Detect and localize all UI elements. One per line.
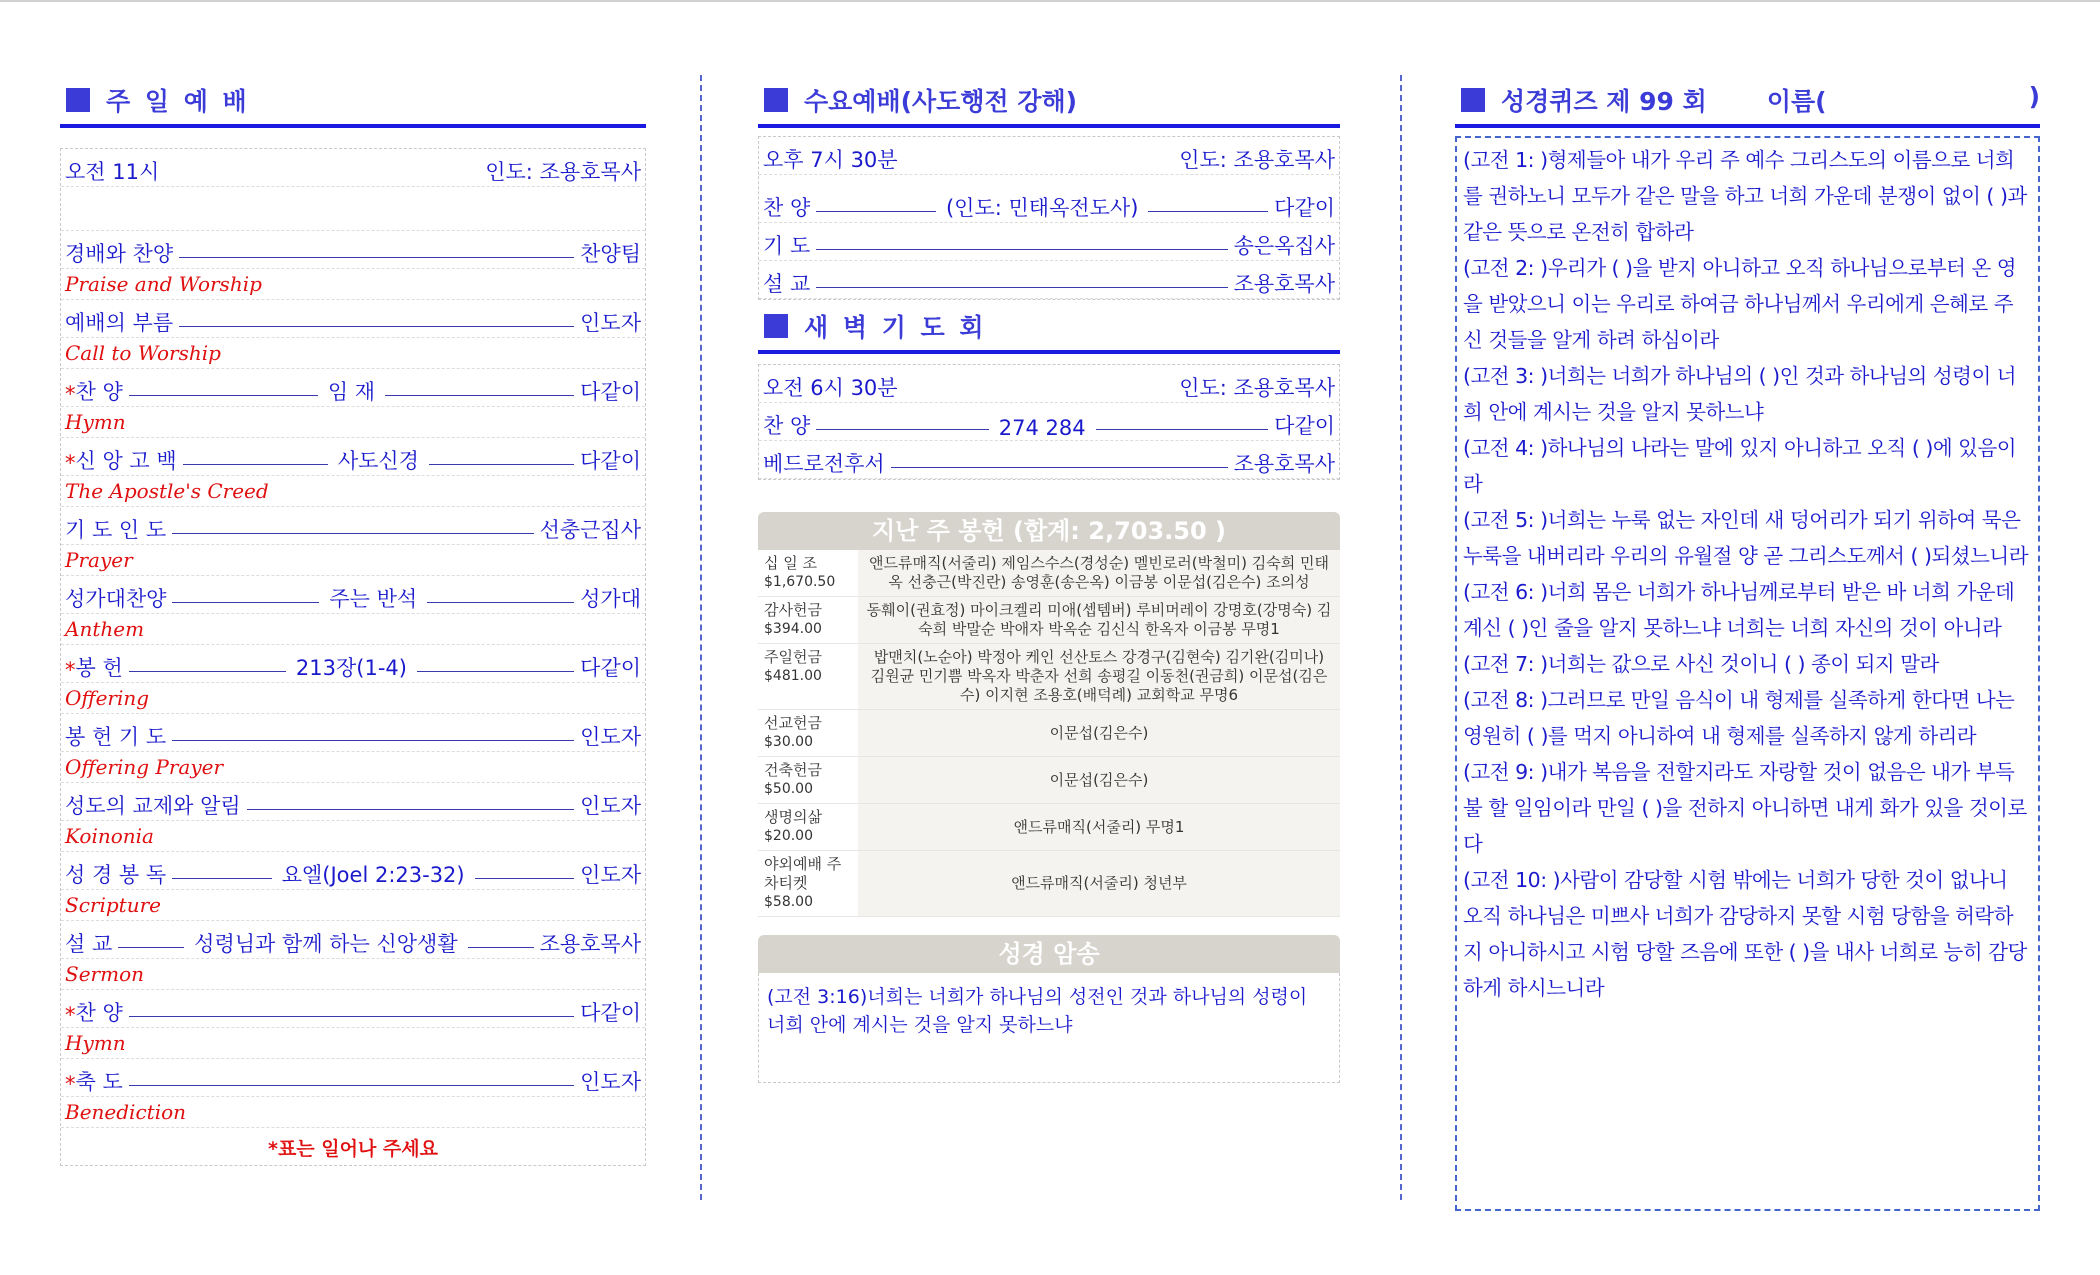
item-detail: 213장(1-4) [295,656,407,680]
leader-line [1148,211,1268,212]
sunday-item-row [61,990,645,1028]
sunday-section-header [60,80,646,128]
quiz-question: (고전 10: )사람이 감당할 시험 밖에는 너희가 당한 것이 없나니 오직 하나님은 미쁘사 너희가 감당하지 못할 시험 당함을 허락하지 아니하시고 시험 당할 즈음에 또한 ( )을 내사 너희로 능히 감당하게 하시느니라 [1463,868,2027,1000]
stand-marker: * [65,1003,76,1027]
wednesday-section-header [758,80,1340,128]
sunday-item-row [61,438,645,476]
column-divider-2 [1400,75,1402,1200]
leader-line [429,464,574,465]
offering-category [758,851,858,916]
leader-line [172,533,533,534]
item-name: 기 도 인 도 [65,518,167,542]
leader-line [385,395,574,396]
item-name: 찬 양 [75,1001,123,1025]
item-person: 다같이 [580,380,642,404]
offering-category [758,550,858,596]
top-rule [0,0,2100,2]
quiz-question-list [1463,142,2032,1006]
leader-line [179,257,574,258]
leader-line [816,211,936,212]
wednesday-item-row [759,185,1339,223]
item-detail: 임 재 [327,380,376,404]
memory-section [758,935,1340,1083]
item-person: 다같이 [580,656,642,680]
square-bullet-icon [764,314,788,338]
sunday-order-box [60,148,646,1166]
dawn-item-row [759,441,1339,479]
leader-line [468,947,534,948]
item-english-name: Offering [61,683,645,714]
offering-donors: 앤드류매직(서줄리) 청년부 [858,851,1340,916]
item-name: 봉 헌 [75,656,123,680]
item-person: 다같이 [1274,414,1336,438]
item-person: 다같이 [1274,196,1336,220]
item-name: 성 경 봉 독 [65,863,167,887]
item-detail: 성령님과 함께 하는 신앙생활 [194,932,458,956]
sunday-item-row [61,714,645,752]
offering-category [758,597,858,643]
quiz-name-close: ) [2028,82,2040,111]
quiz-column [1455,80,2040,1211]
item-english-name: The Apostle's Creed [61,476,645,507]
item-detail: 사도신경 [337,449,419,473]
offering-row [758,851,1340,917]
dawn-leader: 인도: 조용호목사 [1179,376,1335,400]
item-person: 인도자 [580,311,641,335]
wednesday-order-box [758,136,1340,300]
sunday-time-row [61,149,645,187]
quiz-question: (고전 7: )너희는 값으로 사신 것이니 ( ) 종이 되지 말라 [1463,652,1939,676]
item-person: 성가대 [580,587,641,611]
offering-amount: $394.00 [764,621,822,637]
offering-category [758,644,858,709]
blank-row [61,187,645,231]
item-person: 조용호목사 [1233,272,1335,296]
offering-amount: $30.00 [764,734,813,750]
offering-amount: $20.00 [764,828,813,844]
column-divider-1 [700,75,702,1200]
item-person: 송은옥집사 [1233,234,1335,258]
offering-amount: $1,670.50 [764,574,836,590]
offering-category [758,710,858,756]
item-person: 인도자 [580,1070,641,1094]
offering-category [758,804,858,850]
item-name: 찬 양 [75,380,123,404]
item-name: 신 앙 고 백 [75,449,177,473]
offering-label: 선교헌금 [764,714,822,732]
item-name: 설 교 [763,272,811,296]
standing-note: *표는 일어나 주세요 [268,1138,438,1160]
quiz-title: 성경퀴즈 제 99 회 [1501,87,1707,116]
stand-marker: * [65,382,76,406]
item-name: 베드로전후서 [763,452,885,476]
quiz-question: (고전 2: )우리가 ( )을 받지 아니하고 오직 하나님으로부터 온 영을 받았으니 이는 우리로 하여금 하나님께서 우리에게 은혜로 주신 것들을 알게 하려 하심이라 [1463,256,2017,352]
memory-title: 성경 암송 [758,935,1340,973]
wednesday-time-row [759,137,1339,175]
stand-marker: * [65,658,76,682]
offering-amount: $481.00 [764,668,822,684]
sunday-title: 주 일 예 배 [106,87,250,116]
leader-line [129,395,318,396]
item-english-name: Anthem [61,614,645,645]
item-detail: 요엘(Joel 2:23-32) [281,863,465,887]
item-person: 다같이 [580,1001,641,1025]
leader-line [417,671,574,672]
item-name: 기 도 [763,234,811,258]
quiz-question: (고전 5: )너희는 누룩 없는 자인데 새 덩어리가 되기 위하여 묵은 누룩을 내버리라 우리의 유월절 양 곧 그리스도께서 ( )되셨느니라 [1463,508,2029,568]
quiz-question: (고전 1: )형제들아 내가 우리 주 예수 그리스도의 이름으로 너희를 권하노니 모두가 같은 말을 하고 너희 가운데 분쟁이 없이 ( )과 같은 뜻으로 온전히 합하라 [1463,148,2027,244]
item-english-name: Prayer [61,545,645,576]
leader-line [118,947,184,948]
item-english-name: Benediction [61,1097,645,1128]
item-english-name: Offering Prayer [61,752,645,783]
dawn-time-row [759,365,1339,403]
leader-line [172,878,272,879]
offering-section [758,512,1340,917]
offering-title: 지난 주 봉헌 (합계: 2,703.50 ) [758,512,1340,550]
dawn-title: 새 벽 기 도 회 [804,313,987,342]
quiz-section-header [1455,80,2040,128]
dawn-section-header [758,306,1340,354]
wednesday-item-row [759,223,1339,261]
item-name: 경배와 찬양 [65,242,174,266]
wednesday-title: 수요예배(사도행전 강해) [804,87,1078,116]
quiz-question: (고전 9: )내가 복음을 전할지라도 자랑할 것이 없음은 내가 부득불 할 일임이라 만일 ( )을 전하지 아니하면 내게 화가 있을 것이로다 [1463,760,2027,856]
stand-marker: * [65,1072,76,1096]
quiz-question: (고전 8: )그러므로 만일 음식이 내 형제를 실족하게 한다면 나는 영원히 ( )를 먹지 아니하여 내 형제를 실족하지 않게 하리라 [1463,688,2015,748]
item-english-name: Scripture [61,890,645,921]
sunday-item-row [61,1059,645,1097]
offering-amount: $58.00 [764,894,813,910]
offering-table [758,550,1340,917]
wednesday-time: 오후 7시 30분 [763,148,898,172]
item-person: 인도자 [580,725,641,749]
item-english-name: Praise and Worship [61,269,645,300]
offering-donors: 앤드류매직(서줄리) 무명1 [858,804,1340,850]
item-name: 찬 양 [763,196,811,220]
sunday-item-row [61,645,645,683]
sunday-item-row [61,231,645,269]
leader-line [891,467,1228,468]
leader-line [816,249,1227,250]
leader-line [129,671,286,672]
leader-line [475,878,575,879]
offering-donors: 동훼이(권효정) 마이크켈리 미애(셉템버) 루비머레이 강명호(강명숙) 김숙희 박말순 박애자 박옥순 김신식 한옥자 이금봉 무명1 [858,597,1340,643]
sunday-item-row [61,852,645,890]
dawn-order-list [759,403,1339,479]
sunday-item-row [61,783,645,821]
square-bullet-icon [764,88,788,112]
item-english-name: Koinonia [61,821,645,852]
quiz-name-label: 이름( [1766,87,1827,116]
wednesday-item-row [759,261,1339,299]
sunday-item-row [61,300,645,338]
leader-line [816,429,989,430]
offering-donors: 이문섭(김은수) [858,757,1340,803]
item-person: 다같이 [580,449,641,473]
item-person: 인도자 [580,863,642,887]
dawn-order-box [758,364,1340,480]
item-name: 설 교 [65,932,113,956]
item-detail: 주는 반석 [329,587,418,611]
offering-label: 감사헌금 [764,601,822,619]
offering-label: 야외예배 주차티켓 [764,855,842,892]
sunday-service-column [60,80,646,1166]
leader-line [179,326,574,327]
offering-label: 주일헌금 [764,648,822,666]
quiz-question: (고전 4: )하나님의 나라는 말에 있지 아니하고 오직 ( )에 있음이라 [1463,436,2017,496]
offering-category [758,757,858,803]
item-person: 조용호목사 [1233,452,1335,476]
dawn-time: 오전 6시 30분 [763,376,898,400]
item-person: 인도자 [580,794,641,818]
item-name: 성도의 교제와 알림 [65,794,241,818]
stand-marker: * [65,451,76,475]
offering-label: 건축헌금 [764,761,822,779]
item-person: 조용호목사 [539,932,641,956]
leader-line [172,740,574,741]
item-english-name: Call to Worship [61,338,645,369]
offering-label: 생명의삶 [764,808,822,826]
leader-line [247,809,575,810]
offering-donors: 앤드류매직(서줄리) 제임스수스(경성순) 멜빈로러(박철미) 김숙희 민태옥 선충근(박진란) 송영훈(송은옥) 이금봉 이문섭(김은수) 조의성 [858,550,1340,596]
sunday-order-list [61,231,645,1128]
leader-line [427,602,574,603]
item-detail: (인도: 민태옥전도사) [945,196,1139,220]
leader-line [1096,429,1269,430]
item-detail: 274 284 [998,416,1086,440]
offering-row [758,710,1340,757]
item-person: 선충근집사 [539,518,641,542]
offering-donors: 이문섭(김은수) [858,710,1340,756]
sunday-leader: 인도: 조용호목사 [485,160,641,184]
offering-amount: $50.00 [764,781,813,797]
offering-row [758,804,1340,851]
wednesday-order-list [759,185,1339,299]
quiz-name-field[interactable] [1767,82,2040,118]
item-english-name: Hymn [61,1028,645,1059]
item-english-name: Sermon [61,959,645,990]
item-name: 축 도 [75,1070,123,1094]
sunday-item-row [61,369,645,407]
item-name: 봉 헌 기 도 [65,725,167,749]
wednesday-leader: 인도: 조용호목사 [1179,148,1335,172]
leader-line [172,602,319,603]
memory-verse: (고전 3:16)너희는 너희가 하나님의 성전인 것과 하나님의 성령이 너희 안에 계시는 것을 알지 못하느냐 [758,973,1340,1083]
quiz-question: (고전 6: )너희 몸은 너희가 하나님께로부터 받은 바 너희 가운데 계신 ( )인 줄을 알지 못하느냐 너희는 너희 자신의 것이 아니라 [1463,580,2015,640]
offering-row [758,597,1340,644]
item-name: 성가대찬양 [65,587,167,611]
weekday-column [758,80,1340,1083]
quiz-question: (고전 3: )너희는 너희가 하나님의 ( )인 것과 하나님의 성령이 너희 안에 계시는 것을 알지 못하느냐 [1463,364,2017,424]
sunday-item-row [61,507,645,545]
leader-line [816,287,1227,288]
item-name: 예배의 부름 [65,311,174,335]
quiz-box [1455,136,2040,1211]
sunday-item-row [61,921,645,959]
leader-line [129,1016,574,1017]
quiz-name-blank[interactable] [1827,82,2029,118]
item-person: 찬양팀 [580,242,641,266]
offering-row [758,550,1340,597]
offering-row [758,757,1340,804]
sunday-time: 오전 11시 [65,160,160,184]
dawn-item-row [759,403,1339,441]
offering-row [758,644,1340,710]
square-bullet-icon [66,88,90,112]
offering-label: 십 일 조 [764,554,818,572]
offering-donors: 밥맨치(노순아) 박정아 케인 선산토스 강경구(김현숙) 김기완(김미나) 김원균 민기쁨 박옥자 박춘자 선희 송평길 이동천(권금희) 이문섭(김은수) 이지현 조용호(배덕례) 교회학교 무명6 [858,644,1340,709]
leader-line [129,1085,574,1086]
item-name: 찬 양 [763,414,811,438]
item-english-name: Hymn [61,407,645,438]
leader-line [183,464,328,465]
sunday-item-row [61,576,645,614]
square-bullet-icon [1461,88,1485,112]
